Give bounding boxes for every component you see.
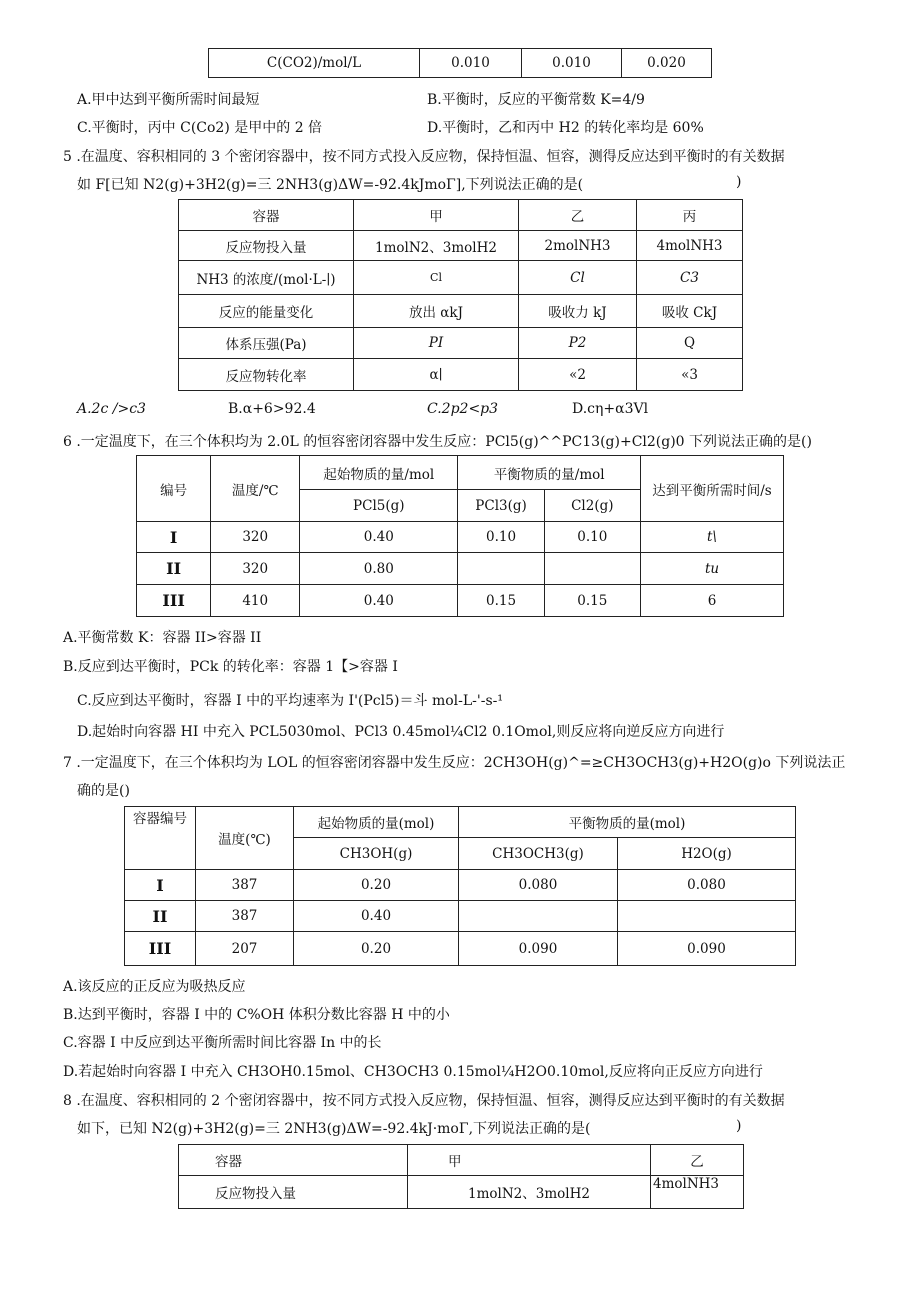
q7-header-eq: 平衡物质的量(mol) (459, 807, 796, 838)
q5-table (178, 199, 743, 391)
q7-cell (618, 901, 796, 932)
q5-option-c: C.2p2<p3 (427, 401, 499, 417)
q7-row-label: II (125, 901, 196, 932)
q5-cell: 4molNH3 (637, 231, 743, 261)
top-table-v2: 0.010 (522, 49, 622, 78)
q7-sub-ch3och3: CH3OCH3(g) (459, 838, 618, 870)
q6-header-num: 编号 (137, 456, 211, 522)
q5-header-bing: 丙 (637, 200, 743, 231)
q6-header-temp: 温度/℃ (211, 456, 300, 522)
q8-header-container: 容器 (179, 1145, 408, 1176)
q8-table (178, 1144, 744, 1209)
q6-cell: 0.15 (544, 585, 640, 617)
q7-cell: 0.080 (618, 870, 796, 901)
q5-cell: Q (637, 328, 743, 359)
q5-option-a: A.2c />c3 (77, 401, 146, 417)
q4-option-a: A.甲中达到平衡所需时间最短 (77, 92, 260, 108)
q7-option-b: B.达到平衡时，容器 I 中的 C%OH 体积分数比容器 H 中的小 (63, 1007, 450, 1023)
q5-header-container: 容器 (179, 200, 354, 231)
q7-option-c: C.容器 I 中反应到达平衡所需时间比容器 In 中的长 (63, 1035, 382, 1051)
q7-cell: 0.090 (459, 932, 618, 966)
q6-cell: 0.40 (300, 585, 458, 617)
q6-row-label: I (137, 522, 211, 553)
q7-option-a: A.该反应的正反应为吸热反应 (63, 979, 246, 995)
q7-cell: 207 (196, 932, 294, 966)
q5-cell: 吸收力 kJ (519, 295, 637, 328)
q8-cell: 反应物投入量 (179, 1176, 408, 1209)
q7-cell (459, 901, 618, 932)
q5-header-jia: 甲 (354, 200, 519, 231)
q5-cell: NH3 的浓度/(mol·L-∣) (179, 261, 354, 295)
q5-cell: 1molN2、3molH2 (354, 231, 519, 261)
q5-cell: 体系压强(Pa) (179, 328, 354, 359)
q5-cell: 放出 αkJ (354, 295, 519, 328)
q6-sub-cl2: Cl2(g) (544, 490, 640, 522)
q7-cell: 0.20 (294, 870, 459, 901)
q5-cell: 2molNH3 (519, 231, 637, 261)
q5-paren-close: ) (736, 174, 742, 190)
q5-cell: 反应的能量变化 (179, 295, 354, 328)
q7-header-num: 容器编号 (125, 807, 196, 870)
q7-option-d: D.若起始时向容器 I 中充入 CH3OH0.15mol、CH3OCH3 0.15mol¼H2O0.10mol,反应将向正反应方向进行 (63, 1064, 763, 1080)
q6-row-label: II (137, 553, 211, 585)
q6-cell (458, 553, 544, 585)
q7-stem-line2: 确的是() (77, 783, 130, 799)
q5-cell: «3 (637, 359, 743, 391)
top-table-v3: 0.020 (622, 49, 712, 78)
q6-cell: 0.40 (300, 522, 458, 553)
q5-cell: Cl (354, 261, 519, 295)
q5-cell: P2 (519, 328, 637, 359)
q4-option-b: B.平衡时，反应的平衡常数 K=4/9 (427, 92, 645, 108)
q5-cell: α∣ (354, 359, 519, 391)
q6-cell: 320 (211, 553, 300, 585)
q6-option-c: C.反应到达平衡时，容器 I 中的平均速率为 I'(Pcl5)＝斗 mol-L-'-s-¹ (77, 693, 503, 709)
q5-cell: 反应物投入量 (179, 231, 354, 261)
q5-cell: 吸收 CkJ (637, 295, 743, 328)
q6-cell: 320 (211, 522, 300, 553)
top-table-label: C(CO2)/mol/L (209, 49, 420, 78)
q6-cell: 0.80 (300, 553, 458, 585)
q7-row-label: I (125, 870, 196, 901)
q5-option-b: B.α+6>92.4 (228, 401, 316, 417)
q6-cell: 0.10 (458, 522, 544, 553)
q5-cell: «2 (519, 359, 637, 391)
q6-cell: tu (641, 553, 784, 585)
q5-cell: PI (354, 328, 519, 359)
q8-stem-line1: 8 .在温度、容积相同的 2 个密闭容器中，按不同方式投入反应物，保持恒温、恒容，测得反应达到平衡时的有关数据 (63, 1093, 785, 1109)
q7-sub-h2o: H2O(g) (618, 838, 796, 870)
q6-cell: 410 (211, 585, 300, 617)
q7-row-label: III (125, 932, 196, 966)
q7-cell: 387 (196, 870, 294, 901)
q5-cell: 反应物转化率 (179, 359, 354, 391)
q7-cell: 387 (196, 901, 294, 932)
q7-table (124, 806, 796, 966)
q6-option-b: B.反应到达平衡时，PCk 的转化率：容器 1【>容器 I (63, 659, 398, 675)
q6-cell (544, 553, 640, 585)
q6-cell: 0.15 (458, 585, 544, 617)
q6-sub-pcl5: PCl5(g) (300, 490, 458, 522)
q7-header-temp: 温度(℃) (196, 807, 294, 870)
q8-paren-close: ) (736, 1118, 742, 1134)
q6-cell: 0.10 (544, 522, 640, 553)
q5-option-d: D.cη+α3Vl (572, 401, 649, 417)
q8-cell: 1molN2、3molH2 (408, 1176, 651, 1209)
q6-header-start: 起始物质的量/mol (300, 456, 458, 490)
q6-row-label: III (137, 585, 211, 617)
q6-table (136, 455, 784, 617)
q7-cell: 0.40 (294, 901, 459, 932)
q6-option-d: D.起始时向容器 HI 中充入 PCL5030mol、PCl3 0.45mol¼Cl2 0.1Omol,则反应将向逆反应方向进行 (77, 724, 725, 740)
q6-header-time: 达到平衡所需时间/s (641, 456, 784, 522)
q5-cell: Cl (519, 261, 637, 295)
top-table-v1: 0.010 (420, 49, 522, 78)
q6-sub-pcl3: PCl3(g) (458, 490, 544, 522)
q7-cell: 0.090 (618, 932, 796, 966)
q5-stem-line1: 5 .在温度、容积相同的 3 个密闭容器中，按不同方式投入反应物，保持恒温、恒容，测得反应达到平衡时的有关数据 (63, 149, 785, 165)
q6-option-a: A.平衡常数 K：容器 II>容器 II (63, 630, 262, 646)
q7-header-start: 起始物质的量(mol) (294, 807, 459, 838)
q8-header-yi: 乙 (651, 1145, 744, 1176)
q7-stem-line1: 7 .一定温度下，在三个体积均为 LOL 的恒容密闭容器中发生反应：2CH3OH(g)^=≥CH3OCH3(g)+H2O(g)o 下列说法正 (63, 755, 846, 771)
q6-stem-line1: 6 .一定温度下，在三个体积均为 2.0L 的恒容密闭容器中发生反应：PCl5(g)^^PC13(g)+Cl2(g)0 下列说法正确的是() (63, 434, 812, 450)
q8-cell: 4molNH3 (651, 1176, 744, 1209)
q8-header-jia: 甲 (408, 1145, 651, 1176)
q6-cell: 6 (641, 585, 784, 617)
q8-stem-line2: 如下，已知 N2(g)+3H2(g)=三 2NH3(g)ΔW=-92.4kJ·moΓ,下列说法正确的是( (77, 1121, 591, 1137)
q5-cell: C3 (637, 261, 743, 295)
q7-cell: 0.20 (294, 932, 459, 966)
q6-cell: t\ (641, 522, 784, 553)
q6-header-eq: 平衡物质的量/mol (458, 456, 641, 490)
q5-header-yi: 乙 (519, 200, 637, 231)
q7-sub-ch3oh: CH3OH(g) (294, 838, 459, 870)
q5-stem-line2: 如 F[已知 N2(g)+3H2(g)=三 2NH3(g)ΔW=-92.4kJmoΓ],下列说法正确的是( (77, 177, 584, 193)
q4-option-d: D.平衡时，乙和丙中 H2 的转化率均是 60% (427, 120, 704, 136)
q4-option-c: C.平衡时，丙中 C(Co2) 是甲中的 2 倍 (77, 120, 323, 136)
top-table (208, 48, 712, 78)
q7-cell: 0.080 (459, 870, 618, 901)
